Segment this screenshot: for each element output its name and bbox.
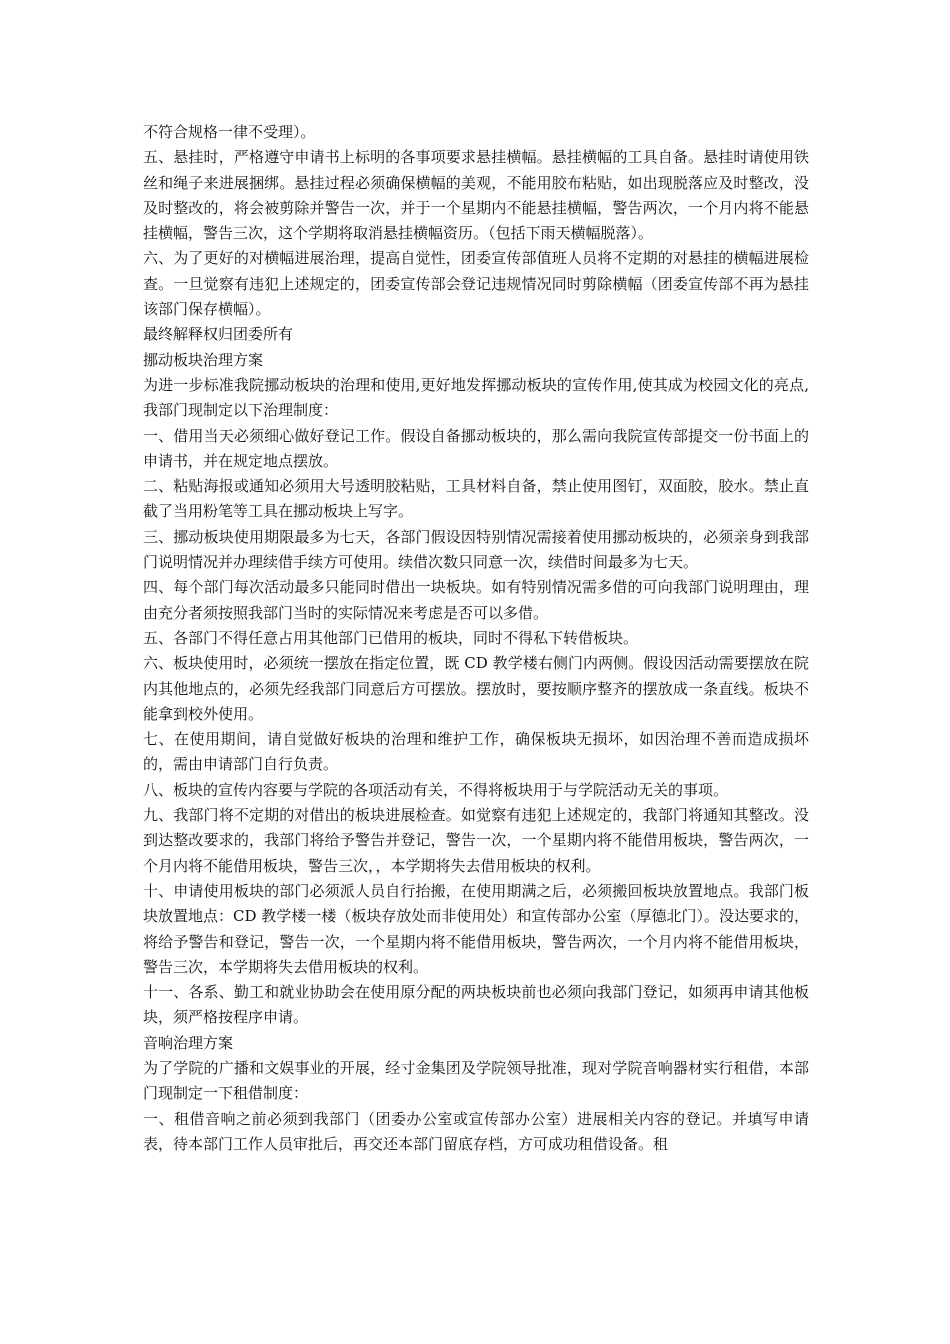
paragraph-4: 最终解释权归团委所有 — [143, 325, 294, 344]
paragraph-3: 六、为了更好的对横幅进展治理，提高自觉性，团委宣传部值班人员将不定期的对悬挂的横幅进展检查。一旦觉察有违犯上述规定的，团委宣传部会登记违规情况同时剪除横幅（团委宣传部不再为悬挂该部门保存横幅）。 — [143, 249, 809, 319]
paragraph-11: 五、各部门不得任意占用其他部门已借用的板块，同时不得私下转借板块。 — [143, 628, 639, 647]
paragraph-12: 六、板块使用时，必须统一摆放在指定位置，既 CD 教学楼右侧门内两侧。假设因活动需要摆放在院内其他地点的，必须先经我部门同意后方可摆放。摆放时，要按顺序整齐的摆放成一条直线。板块不能拿到校外使用。 — [143, 654, 809, 723]
paragraph-7: 一、借用当天必须细心做好登记工作。假设自备挪动板块的，那么需向我院宣传部提交一份书面上的申请书，并在规定地点摆放。 — [143, 426, 809, 470]
paragraph-8: 二、粘贴海报或通知必须用大号透明胶粘贴，工具材料自备，禁止使用图钉，双面胶，胶水。禁止直截了当用粉笔等工具在挪动板块上写字。 — [143, 477, 809, 521]
paragraph-19: 为了学院的广播和文娱事业的开展，经寸金集团及学院领导批准，现对学院音响器材实行租借，本部门现制定一下租借制度： — [143, 1058, 809, 1103]
paragraph-10: 四、每个部门每次活动最多只能同时借出一块板块。如有特别情况需多借的可向我部门说明理由，理由充分者须按照我部门当时的实际情况来考虑是否可以多借。 — [143, 578, 809, 622]
paragraph-17: 十一、各系、勤工和就业协助会在使用原分配的两块板块前也必须向我部门登记，如须再申请其他板块，须严格按程序申请。 — [143, 983, 809, 1027]
section-heading-audio: 音响治理方案 — [143, 1033, 234, 1052]
paragraph-15: 九、我部门将不定期的对借出的板块进展检查。如觉察有违犯上述规定的，我部门将通知其整改。没到达整改要求的，我部门将给予警告并登记，警告一次，一个星期内将不能借用板块，警告两次，一个月内将不能借用板块，警告三次，，本学期将失去借用板块的权利。 — [143, 806, 809, 875]
paragraph-1: 不符合规格一律不受理）。 — [143, 123, 316, 141]
document-page — [143, 120, 809, 1157]
section-heading-board: 挪动板块治理方案 — [143, 350, 264, 369]
paragraph-6: 为进一步标准我院挪动板块的治理和使用,更好地发挥挪动板块的宣传作用,使其成为校园文化的亮点,我部门现制定以下治理制度： — [143, 375, 809, 420]
paragraph-2: 五、悬挂时，严格遵守申请书上标明的各事项要求悬挂横幅。悬挂横幅的工具自备。悬挂时请使用铁丝和绳子来进展捆绑。悬挂过程必须确保横幅的美观，不能用胶布粘贴，如出现脱落应及时整改，没及时整改的，将会被剪除并警告一次，并于一个星期内不能悬挂横幅，警告两次，一个月内将不能悬挂横幅，警告三次，这个学期将取消悬挂横幅资历。（包括下雨天横幅脱落）。 — [143, 148, 809, 243]
paragraph-13: 七、在使用期间，请自觉做好板块的治理和维护工作，确保板块无损坏，如因治理不善而造成损坏的，需由申请部门自行负责。 — [143, 730, 809, 774]
paragraph-9: 三、挪动板块使用期限最多为七天，各部门假设因特别情况需接着使用挪动板块的，必须亲身到我部门说明情况并办理续借手续方可使用。续借次数只同意一次，续借时间最多为七天。 — [143, 527, 809, 572]
paragraph-16: 十、申请使用板块的部门必须派人员自行抬搬，在使用期满之后，必须搬回板块放置地点。我部门板块放置地点：CD 教学楼一楼（板块存放处而非使用处）和宣传部办公室（厚德北门）。没达要求的，将给予警告和登记，警告一次，一个星期内将不能借用板块，警告两次，一个月内将不能借用板块，警告三次，本学期将失去借用板块的权利。 — [143, 881, 809, 976]
paragraph-14: 八、板块的宣传内容要与学院的各项活动有关，不得将板块用于与学院活动无关的事项。 — [143, 780, 729, 799]
paragraph-20: 一、租借音响之前必须到我部门（团委办公室或宣传部办公室）进展相关内容的登记。并填写申请表，待本部门工作人员审批后，再交还本部门留底存档，方可成功租借设备。租 — [143, 1109, 809, 1153]
